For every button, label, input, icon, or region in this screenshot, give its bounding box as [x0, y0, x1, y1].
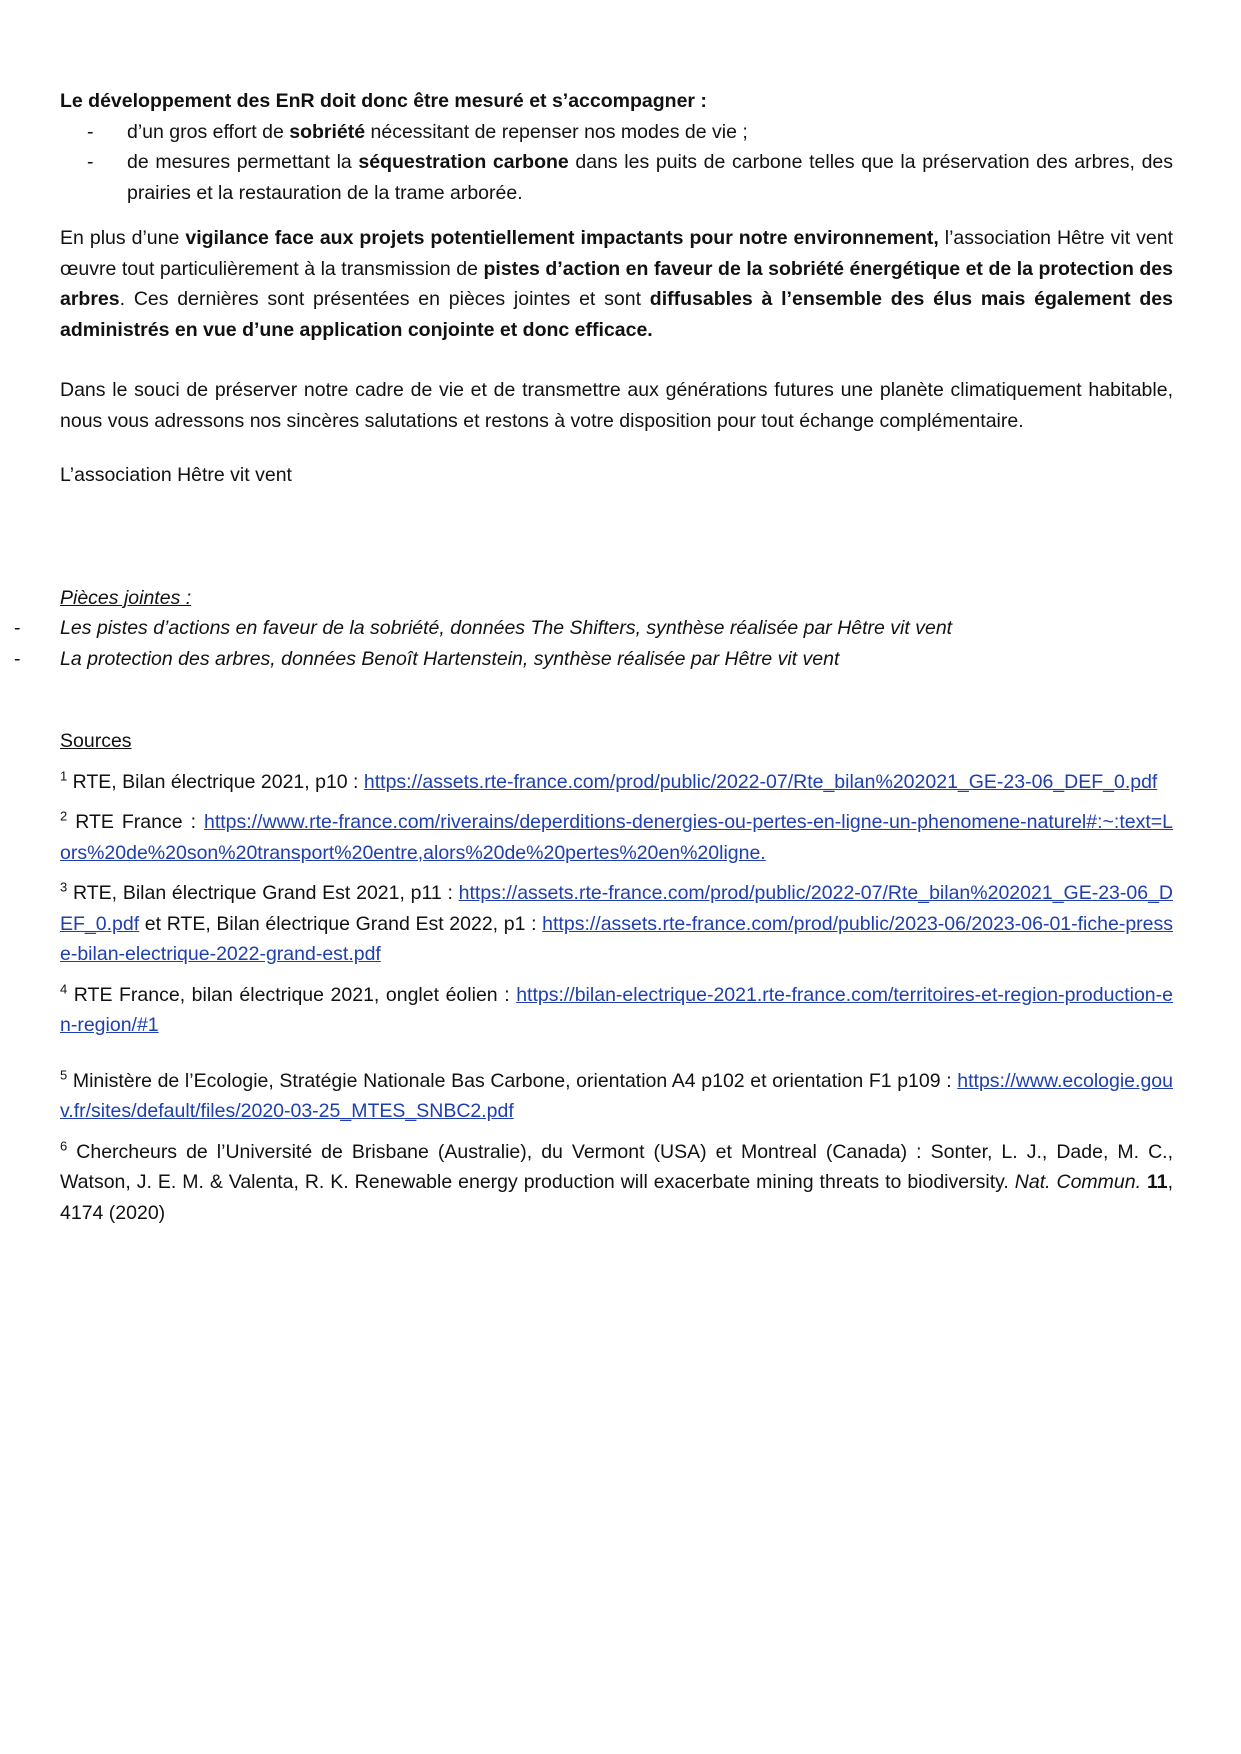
source-3-link-2[interactable]: https://assets.rte-france.com/prod/public/2023-06/2023-06-01-fiche-presse-bilan-electrique-2022-grand-est.pdf [60, 912, 1173, 965]
source-4: $^4$ RTE France, bilan électrique 2021, onglet éolien : https://bilan-electrique-2021.rte-france.com/territoires-et-region-production-en-region/#1 [60, 981, 1173, 1036]
footnote-number: 3 [60, 879, 68, 895]
sources-title: Sources [60, 730, 132, 752]
attachment-item-sobriety: - Les pistes d’actions en faveur de la sobriété, données The Shifters, synthèse réalisée par Hêtre vit vent [60, 613, 1173, 644]
journal-name: Nat. Commun. [1014, 1171, 1142, 1193]
signature: L’association Hêtre vit vent [60, 464, 292, 486]
source-2: $^2$ RTE France : https://www.rte-france.com/riverains/deperditions-denergies-ou-pertes-en-ligne-un-phenomene-naturel#:~:text=Lors%20de%20son%20transport%20entre,alors%20de%20pertes%20en%20ligne. [60, 808, 1173, 864]
attachments-list [60, 613, 1173, 674]
source-5-link[interactable]: https://www.ecologie.gouv.fr/sites/default/files/2020-03-25_MTES_SNBC2.pdf [60, 1069, 1173, 1122]
source-2-link[interactable]: https://www.rte-france.com/riverains/deperditions-denergies-ou-pertes-en-ligne-un-phenomene-naturel#:~:text=Lors%20de%20son%20transport%20entre,alors%20de%20pertes%20en%20ligne. [60, 811, 1173, 864]
bullet-carbon-sequestration: - de mesures permettant la séquestration carbone dans les puits de carbone telles que la préservation des arbres, des prairies et la restauration de la trame arborée. [60, 147, 1173, 208]
intro-bullet-list [60, 117, 1173, 209]
source-4-link[interactable]: https://bilan-electrique-2021.rte-france.com/territoires-et-region-production-en-region/#1 [60, 983, 1173, 1036]
intro-heading: Le développement des EnR doit donc être mesuré et s’accompagner : [60, 90, 707, 112]
paragraph-vigilance: En plus d’une vigilance face aux projets potentiellement impactants pour notre environnement, l’association Hêtre vit vent œuvre tout particulièrement à la transmission de pistes d’action en faveur de la sobriété énergétique et de la protection des arbres. Ces dernières sont présentées en pièces jointes et sont diffusables à l’ensemble des élus mais également des administrés en vue d’une application conjointe et donc efficace. [60, 227, 1174, 341]
footnote-number: 1 [60, 768, 68, 783]
source-1: $^1$ RTE, Bilan électrique 2021, p10 : https://assets.rte-france.com/prod/public/2022-07/Rte_bilan%202021_GE-23-06_DEF_0.pdf [60, 768, 1158, 793]
journal-volume: 11 [1146, 1171, 1168, 1193]
footnote-number: 5 [60, 1067, 68, 1082]
source-3: $^3$ RTE, Bilan électrique Grand Est 2021, p11 : https://assets.rte-france.com/prod/public/2022-07/Rte_bilan%202021_GE-23-06_DEF_0.pdf et RTE, Bilan électrique Grand Est 2022, p1 : https://assets.rte-france.com/prod/public/2023-06/2023-06-01-fiche-presse-bilan-electrique-2022-grand-est.pdf [60, 879, 1174, 965]
source-5: $^5$ Ministère de l’Ecologie, Stratégie Nationale Bas Carbone, orientation A4 p102 et orientation F1 p109 : https://www.ecologie.gouv.fr/sites/default/files/2020-03-25_MTES_SNBC2.pdf [60, 1067, 1173, 1122]
bullet-sobriety: - d’un gros effort de sobriété nécessitant de repenser nos modes de vie ; [60, 117, 1173, 148]
source-1-link[interactable]: https://assets.rte-france.com/prod/public/2022-07/Rte_bilan%202021_GE-23-06_DEF_0.pdf [363, 770, 1158, 793]
attachments-title: Pièces jointes : [60, 586, 192, 609]
source-6: $^6$ Chercheurs de l’Université de Brisbane (Australie), du Vermont (USA) et Montreal (Canada) : Sonter, L. J., Dade, M. C., Watson, J. E. M. & Valenta, R. K. Renewable energy production will exacerbate mining threats to biodiversity. Nat. Commun. 11, 4174 (2020) [60, 1138, 1174, 1224]
paragraph-closing: Dans le souci de préserver notre cadre de vie et de transmettre aux générations futures une planète climatiquement habitable, nous vous adressons nos sincères salutations et restons à votre disposition pour tout échange complémentaire. [60, 379, 1173, 432]
attachment-item-trees: - La protection des arbres, données Benoît Hartenstein, synthèse réalisée par Hêtre vit vent [60, 644, 1173, 675]
source-3-link[interactable]: https://assets.rte-france.com/prod/public/2022-07/Rte_bilan%202021_GE-23-06_DEF_0.pdf [60, 882, 1174, 935]
footnote-number: 2 [60, 808, 68, 824]
footnote-number: 4 [60, 981, 68, 996]
footnote-number: 6 [60, 1138, 68, 1153]
